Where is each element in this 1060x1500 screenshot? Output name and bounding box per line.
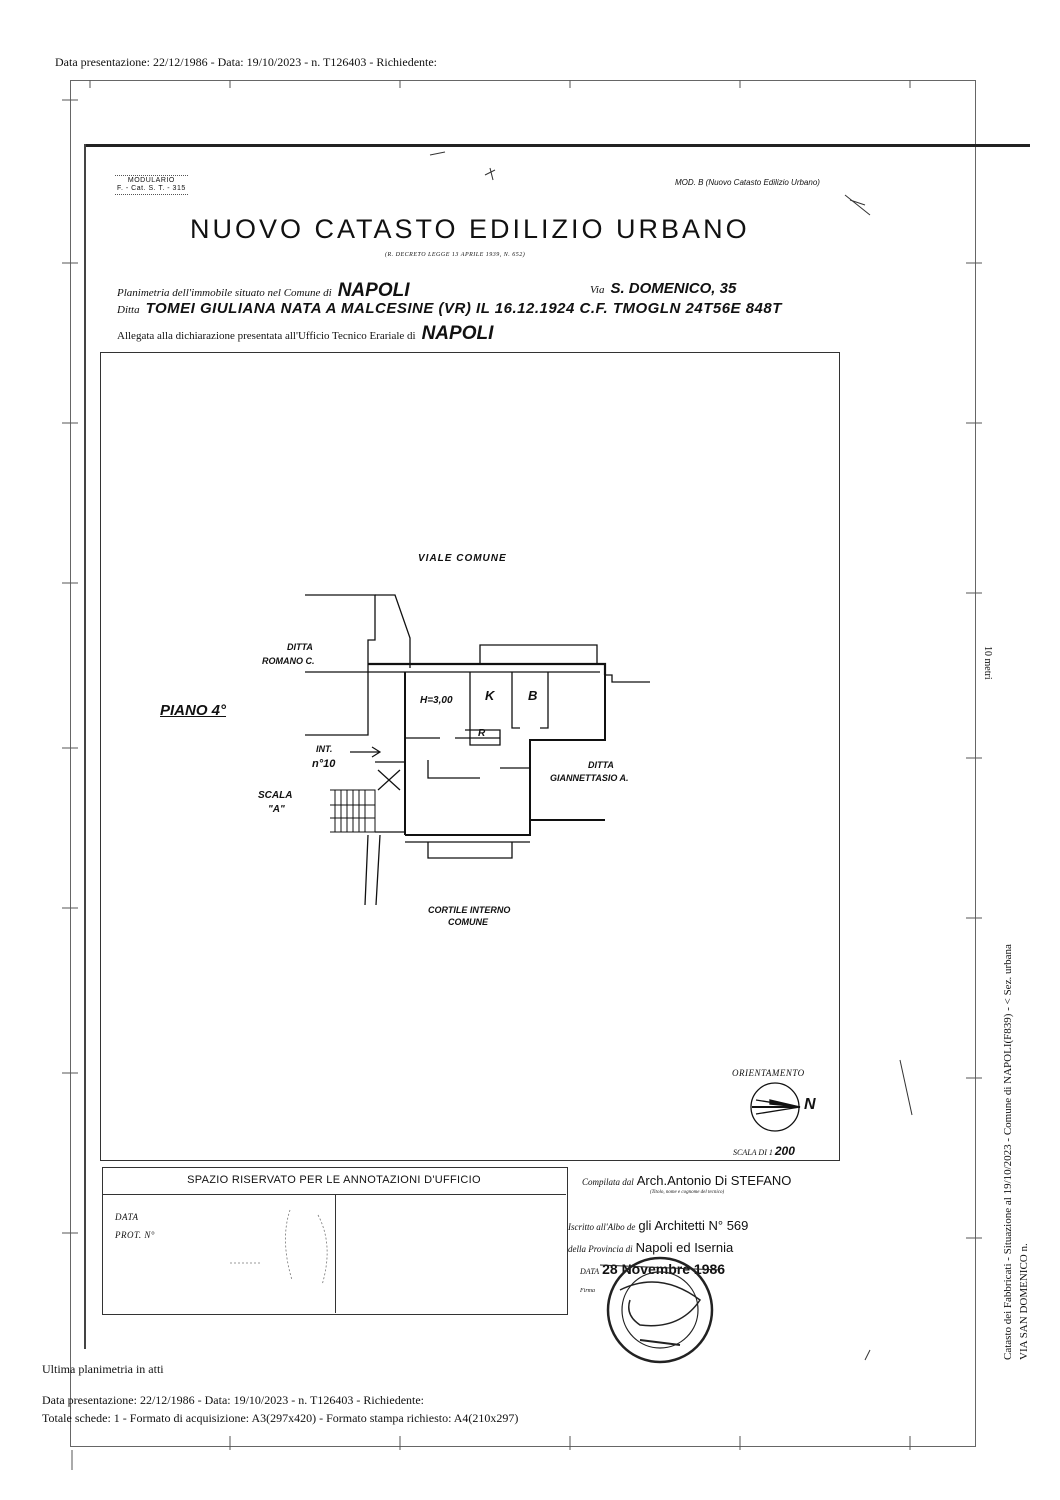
province-value: Napoli ed Isernia <box>635 1240 734 1255</box>
comune-label: Planimetria dell'immobile situato nel Comune di <box>117 287 332 299</box>
ditta-romano-label-2: ROMANO C. <box>262 656 315 666</box>
office-data-label: DATA <box>115 1212 139 1222</box>
viale-comune-label: VIALE COMUNE <box>418 553 507 564</box>
orientation-label: ORIENTAMENTO <box>732 1068 805 1078</box>
floor-label: PIANO 4° <box>160 702 227 719</box>
office-prot-label: PROT. N° <box>115 1230 155 1240</box>
compiled-by-subtitle: (Titolo, nome e cognome del tecnico) <box>650 1190 725 1195</box>
scale-label-text: SCALA DI 1 <box>733 1148 773 1157</box>
via-value: S. DOMENICO, 35 <box>610 280 737 297</box>
int-label-2: n°10 <box>312 758 336 770</box>
allegata-value: NAPOLI <box>421 323 494 344</box>
ditta-gian-label-2: GIANNETTASIO A. <box>550 773 629 783</box>
province-label: della Provincia di <box>568 1244 633 1254</box>
allegata-label: Allegata alla dichiarazione presentata all'Ufficio Tecnico Erariale di <box>117 330 416 342</box>
via-label: Via <box>590 284 605 296</box>
height-label: H=3,00 <box>420 695 453 706</box>
cortile-label-1: CORTILE INTERNO <box>428 905 511 915</box>
cortile-label-2: COMUNE <box>448 917 488 927</box>
modulario-line-2: F. - Cat. S. T. - 315 <box>117 185 186 192</box>
footer-presentation: Data presentazione: 22/12/1986 - Data: 19/10/2023 - n. T126403 - Richiedente: <box>42 1393 425 1407</box>
presentation-header: Data presentazione: 22/12/1986 - Data: 19/10/2023 - n. T126403 - Richiedente: <box>55 55 438 69</box>
signature-date-label: DATA <box>580 1267 600 1276</box>
catasto-side-text: Catasto dei Fabbricati - Situazione al 19/10/2023 - Comune di NAPOLI(F839) - < Sez. urbana <box>1002 944 1014 1360</box>
ultima-planimetria: Ultima planimetria in atti <box>42 1362 164 1376</box>
room-k-label: K <box>485 688 495 703</box>
signature-date-value: 28 Novembre 1986 <box>602 1261 726 1277</box>
scala-label-1: SCALA <box>258 790 293 801</box>
decreto-note: (R. DECRETO LEGGE 13 APRILE 1939, N. 652) <box>385 252 526 258</box>
compiled-by-label: Compilata dal <box>582 1177 634 1187</box>
modulario-line-1: MODULARIO <box>127 177 175 184</box>
office-annotation-heading: SPAZIO RISERVATO PER LE ANNOTAZIONI D'UFFICIO <box>102 1167 566 1195</box>
scala-label-2: "A" <box>268 804 285 815</box>
via-side-text: VIA SAN DOMENICO n. <box>1018 1243 1030 1360</box>
room-r-label: R <box>478 728 486 739</box>
footer-format: Totale schede: 1 - Formato di acquisizione: A3(297x420) - Formato stampa richiesto: A4(210x297) <box>42 1411 519 1425</box>
ditta-value: TOMEI GIULIANA NATA A MALCESINE (VR) IL 16.12.1924 C.F. TMOGLN 24T56E 848T <box>145 300 782 317</box>
document-title: NUOVO CATASTO EDILIZIO URBANO <box>190 214 750 244</box>
comune-value: NAPOLI <box>337 280 410 301</box>
room-b-label: B <box>528 688 538 703</box>
scale-bar-label: 10 metri <box>982 646 993 680</box>
mod-b-label: MOD. B (Nuovo Catasto Edilizio Urbano) <box>675 178 820 187</box>
scale-value: 200 <box>774 1144 795 1158</box>
register-value: gli Architetti N° 569 <box>638 1218 749 1233</box>
ditta-label: Ditta <box>117 304 140 316</box>
north-label: N <box>804 1096 816 1113</box>
compiled-by-value: Arch.Antonio Di STEFANO <box>636 1173 792 1188</box>
register-label: Iscritto all'Albo de <box>568 1222 636 1232</box>
int-label-1: INT. <box>316 744 333 754</box>
ditta-gian-label-1: DITTA <box>588 760 614 770</box>
ditta-romano-label-1: DITTA <box>287 642 313 652</box>
firma-label: Firma <box>580 1288 595 1294</box>
